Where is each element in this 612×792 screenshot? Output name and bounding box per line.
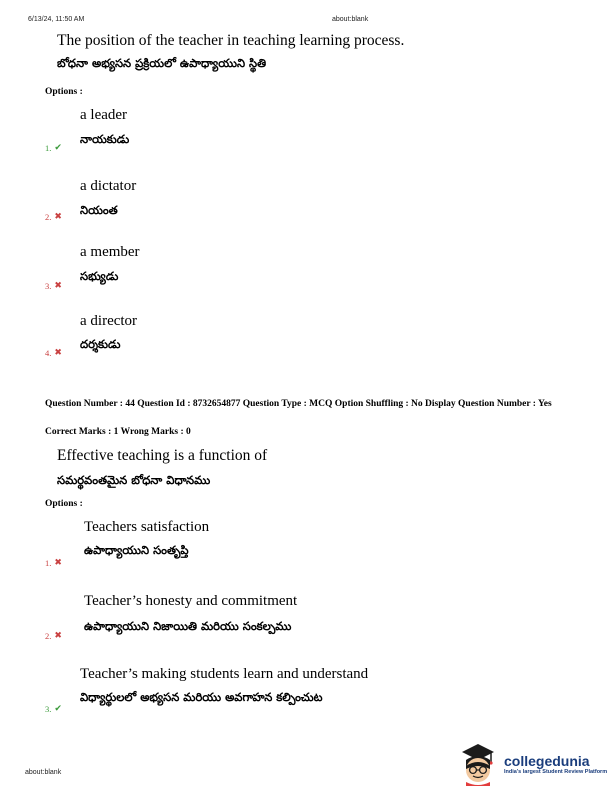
q2-option-3-text-te: విధ్యార్థులలో అభ్యసన మరియు అవగాహన కల్పించుట	[80, 690, 323, 704]
cross-icon: ✖	[54, 212, 62, 222]
q2-option-3-text-en: Teacher’s making students learn and understand	[80, 666, 369, 682]
print-url: about:blank	[332, 16, 369, 23]
q2-option-2-text-te: ఉపాధ్యాయుని నిజాయితి మరియు సంకల్పము	[84, 619, 292, 633]
q1-option-3-number	[45, 281, 62, 291]
print-datetime: 6/13/24, 11:50 AM	[28, 16, 85, 23]
q1-option-1-text-en: a leader	[80, 107, 128, 123]
brand-logo	[458, 742, 607, 786]
cross-icon: ✖	[54, 631, 62, 641]
brand-tagline: India's largest Student Review Platform	[504, 769, 608, 775]
q2-option-2-number	[45, 631, 62, 641]
q2-option-2-text-en: Teacher’s honesty and commitment	[84, 593, 298, 609]
q1-option-3-text-te: సభ్యుడు	[80, 269, 119, 283]
option-number: 3.	[45, 281, 52, 291]
option-number: 3.	[45, 704, 52, 714]
q2-option-1-text-en: Teachers satisfaction	[84, 519, 210, 535]
student-mascot-icon	[458, 742, 500, 786]
check-icon: ✔	[54, 143, 62, 153]
q1-option-4-text-en: a director	[80, 313, 138, 329]
cross-icon: ✖	[54, 281, 62, 291]
q1-option-3-text-en: a member	[80, 244, 140, 260]
option-number: 1.	[45, 143, 52, 153]
q2-option-1-number	[45, 558, 62, 568]
q1-option-1-text-te: నాయకుడు	[80, 132, 130, 146]
q2-option-3-number	[45, 704, 62, 714]
q1-option-4-text-te: దర్శకుడు	[80, 337, 121, 351]
q2-option-1-text-te: ఉపాధ్యాయుని సంతృప్తి	[84, 543, 189, 557]
q1-option-2-text-en: a dictator	[80, 178, 137, 194]
option-number: 2.	[45, 631, 52, 641]
question-1-text-te: బోధనా అభ్యసన ప్రక్రియలో ఉపాధ్యాయుని స్థితి	[57, 56, 267, 70]
question-2-text-te: సమర్థవంతమైన బోధనా విధానము	[57, 473, 211, 487]
brand-text	[504, 753, 607, 775]
cross-icon: ✖	[54, 558, 62, 568]
options-label: Options :	[45, 499, 83, 509]
question-2-marks: Correct Marks : 1 Wrong Marks : 0	[45, 427, 191, 437]
q1-option-1-number	[45, 143, 62, 153]
option-number: 4.	[45, 348, 52, 358]
cross-icon: ✖	[54, 348, 62, 358]
footer-url: about:blank	[25, 769, 62, 776]
brand-name: collegedunia	[504, 753, 590, 769]
question-2-meta: Question Number : 44 Question Id : 8732654877 Question Type : MCQ Option Shuffling : No Display Question Number : Yes	[45, 399, 552, 409]
question-1-text-en: The position of the teacher in teaching learning process.	[57, 32, 405, 49]
check-icon: ✔	[54, 704, 62, 714]
option-number: 1.	[45, 558, 52, 568]
options-label: Options :	[45, 87, 83, 97]
q1-option-4-number	[45, 348, 62, 358]
q1-option-2-number	[45, 212, 62, 222]
q1-option-2-text-te: నియంత	[80, 203, 118, 217]
question-2-text-en: Effective teaching is a function of	[57, 447, 268, 464]
option-number: 2.	[45, 212, 52, 222]
